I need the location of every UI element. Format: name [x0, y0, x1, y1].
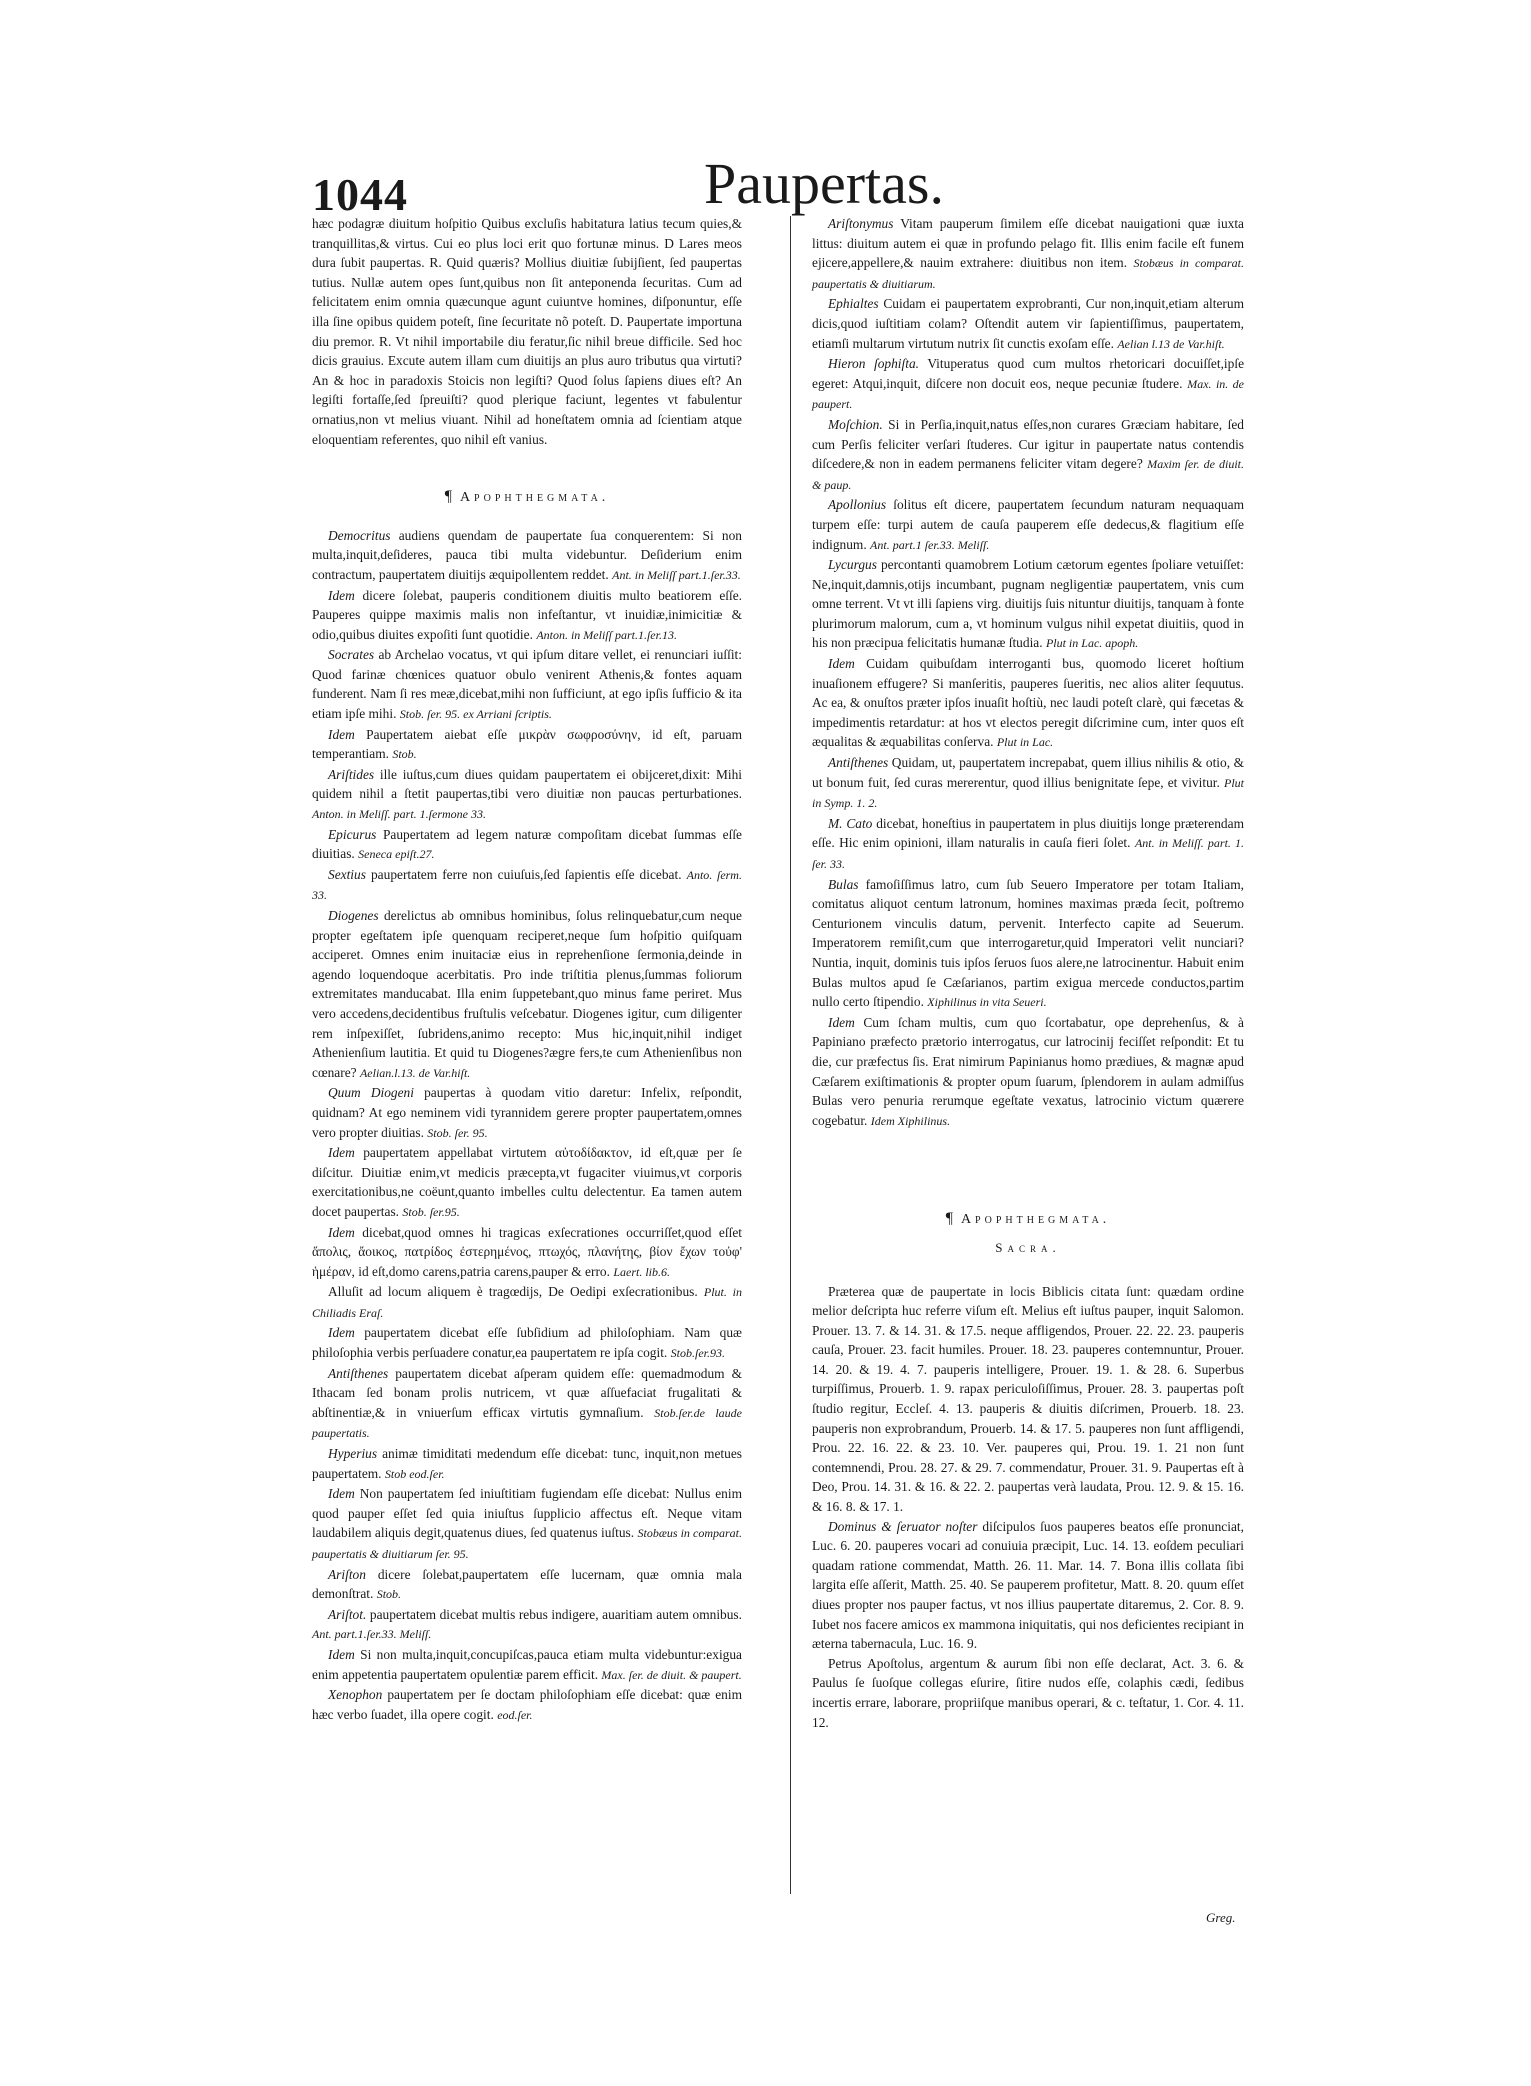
entry-paragraph	[312, 1685, 742, 1725]
source-reference: Xiphilinus in vita Seueri.	[927, 995, 1047, 1010]
entry-text: Quidam, ut, paupertatem increpabat, quem illius nihilis & otio, & ut bonum fuit, ſed curas mererentur, quod illius benignitate ſepe, et vivitur.	[812, 755, 1244, 790]
entry-text: Alluſit ad locum aliquem è tragœdijs, De Oedipi exſecrationibus.	[328, 1284, 698, 1300]
source-reference: Stob. ſer. 95.	[427, 1125, 488, 1140]
entry-text: Petrus Apoſtolus, argentum & aurum ſibi non eſſe declarat, Act. 3. 6. & Paulus ſe ſuoſque collegas eſurire, ſitire nudos eſſe, colaphis cædi, ſedibus incertis errare, laborare, propriiſque manibus operari, & c. teſtatur, 1. Cor. 4. 11. 12.	[812, 1655, 1244, 1730]
entry-paragraph	[312, 825, 742, 865]
left-column	[312, 214, 742, 1725]
source-reference: Ant. part.1.ſer.33. Meliſſ.	[312, 1627, 432, 1642]
source-reference: Stob.	[392, 747, 417, 762]
speaker-name: Idem	[828, 1014, 855, 1030]
catchword: Greg.	[1206, 1910, 1236, 1925]
intro-paragraph: hæc podagræ diuitum hoſpitio Quibus excluſis habitatura latius tecum quies,& tranquillitas,& virtus. Cui eo plus loci erit quo fortunæ minus. D Lares meos dura ſubit paupertas. R. Quid quæris? Mollius diuitiæ ſubijſient, ſed paupertas tutius. Nullæ autem opes ſunt,quibus non ſit anteponenda ſecuritas. Cum ad felicitatem enim omnia quæcunque agunt cuiuntve homines, diſponuntur, eſſe illa ſine opibus quidem poteſt, ſine ſecuritate nõ poteſt. D. Paupertate importuna diu premor. R. Vt nihil importabile diu feratur,ſic nihil breue difficile. Sed hoc dicis grauius. Excute autem illam cum diuitijs an plus auro tributus qua virtuti? An & hoc in paradoxis Stoicis non legiſti? Quod ſolus ſapiens diues eſt? An legiſti fortaſſe,ſed ſpreuiſti? quod plerique faciunt, legentes vt fabulentur ornatius,non vt melius viuant. Nihil ad honeſtatem omnia ad ſcientiam atque eloquentiam referentes, quo nihil eſt vanius.	[312, 216, 742, 447]
speaker-name: Bulas	[828, 876, 859, 892]
entry-text: Cum ſcham multis, cum quo ſcortabatur, ope deprehenſus, & à Papiniano præfecto prætorio interrogatus, cur latrocinij feciſſet reſpondit: Et tu die, cur præfectus ſis. Erat nimirum Papinianus homo prædiues, & magnæ apud Cæſarem exiſtimationis & propter opum ſuarum, ſplendorem in aulam admiſſus Bulas vero penuria rerumque egeſtate vexatus, latrocinio victum quærere cogebatur.	[812, 1014, 1244, 1128]
speaker-name: Ephialtes	[828, 296, 879, 312]
source-reference: Stob. ſer. 95. ex Arriani ſcriptis.	[399, 707, 552, 722]
speaker-name: Idem	[328, 587, 355, 603]
entry-text: famoſiſſimus latro, cum ſub Seuero Imperatore per totam Italiam, comitatus aliquot centum latronum, homines maximas præda ſecit, poſtremo Centurionem vinculis datum, pervenit. Interfecto capite ad Seuerum. Imperatorem remiſit,cum que interrogaretur,quid Imperatori velit nunciari? Nuntia, inquit, dominis tuis ipſos ſeruos ſuos alere,ne latrocinentur. Habuit enim Bulas multos apud ſe Cæſarianos, partim exigua mercede conductos,partim nullo certo ſtipendio.	[812, 876, 1244, 1010]
speaker-name: Ariſtides	[328, 766, 375, 782]
source-reference: Max. in. de paupert.	[812, 376, 1245, 412]
source-reference: Aelian l.13 de Var.hiſt.	[1117, 336, 1225, 351]
entry-text: Præterea quæ de paupertate in locis Biblicis citata ſunt: quædam ordine melior deſcripta huc referre viſum eſt. Melius eſt iuſtus pauper, inquit Salomon. Prouer. 13. 7. & 14. 31. & 17.5. neque affligendos, Prouer. 22. 22. 23. pauperis cauſa, Prouer. 23. facit humiles. Prouer. 18. 23. pauperes contemnuntur, Prouer. 14. 20. & 19. 4. 7. pauperis intelligere, Prouer. 19. 1. & 28. 6. Superbus turpiſſimus, Prouerb. 1. 9. rapax periculoſiſſimus, Prouer. 28. 3. paupertas poſt ſtudio regitur, Eccleſ. 4. 13. pauperis & diuitis diſcrimen, Prouerb. 18. 23. pauperis non exprobrandum, Prouerb. 14. & 17. 5. pauperes non ſunt affligendi, Prou. 22. 16. 22. & 23. 10. Ver. pauperes qui, Prou. 19. 1. 21 non ſunt contemnendi, Prou. 28. 27. & 29. 7. commendatur, Prouer. 31. 9. Paupertas eſt à Deo, Prou. 14. 31. & 16. & 22. 2. paupertas verà laudata, Prou. 12. 9. & 15. 16. & 16. 8. & 17. 1.	[812, 1283, 1244, 1515]
entry-paragraph	[812, 495, 1244, 555]
speaker-name: Idem	[328, 1646, 355, 1662]
entry-text: paupertatem ferre non cuiuſuis,ſed ſapientis eſſe dicebat.	[370, 866, 682, 882]
source-reference: Stob.ſer.93.	[670, 1346, 725, 1361]
entry-list	[312, 526, 742, 1726]
column-rule	[790, 216, 791, 1894]
source-reference: Anto. ſerm. 33.	[312, 867, 742, 903]
entry-paragraph	[812, 1013, 1244, 1132]
speaker-name: Ariſton	[328, 1566, 366, 1582]
speaker-name: M. Cato	[828, 815, 873, 831]
entry-paragraph	[812, 875, 1244, 1013]
entry-text: paupertatem per ſe doctam philoſophiam eſſe dicebat: quæ enim hæc verbo ſuadet, illa opere cogit.	[312, 1687, 742, 1722]
source-reference: Stob.	[376, 1587, 402, 1602]
entry-text: ſolitus eſt dicere, paupertatem ſecundum naturam nequaquam turpem eſſe: turpi autem de cauſa pauperem eſſe dedecus,& flagitium eſſe indignum.	[812, 497, 1244, 552]
entry-text: percontanti quamobrem Lotium cætorum egentes ſpoliare vetuiſſet: Ne,inquit,damnis,otijs incumbant, pugnam negligentiæ paupertatem, vnis cum omne terrent. Vt vt illi ſapiens virg. diuitijs ſuis nituntur diuitijs, tanquam à fonte plurimorum malorum, cum a, vt hominum vulgus nihil expetat diuitiis, quod in his non præcipua felicitatis humanæ ſtudia.	[812, 557, 1244, 651]
speaker-name: Lycurgus	[828, 557, 877, 573]
entry-text: Paupertatem ad legem naturæ compoſitam dicebat ſummas eſſe diuitias.	[312, 826, 742, 862]
source-reference: Ant. in Meliſſ. part. 1. ſer. 33.	[812, 836, 1244, 871]
source-reference: Anton. in Meliſſ part.1.ſer.13.	[536, 627, 677, 642]
entry-text: animæ timiditati medendum eſſe dicebat: tunc, inquit,non metues paupertatem.	[312, 1446, 742, 1481]
entry-paragraph	[812, 1517, 1244, 1654]
speaker-name: Diogenes	[328, 908, 379, 923]
entry-paragraph	[312, 1565, 742, 1605]
entry-text: derelictus ab omnibus hominibus, ſolus relinquebatur,cum neque propter egeſtatem ipſe quenquam reciperet,neque ſum hoſpitio quiſquam acciperet. Omnes enim inuitaciæ eius in reprehenſione ſermonia,deinde in agendo loquendoque acerbitatis. Pro inde triſtitia plenus,ſummas foliorum extremitates manducabat. Illa enim ſuppetebant,quo minus fame periret. Mus vero accedens,decidentibus fruſtulis veſcebatur. Diogenes igitur, cum diligenter rem inſpexiſſet, ſubridens,animo recepto: Mus hic,inquit,nihil indiget Athenienſium lautitia. Et quid tu Diogenes?ægre fers,te cum Athenienſibus non cœnare?	[312, 908, 742, 1080]
source-reference: Plut. in Chiliadis Eraſ.	[312, 1285, 742, 1320]
source-reference: Stob eod.ſer.	[384, 1466, 445, 1481]
entry-text: paupertas à quodam vitio daretur: Infelix, reſpondit, quidnam? At ego neminem vidi tyrannidem gerere propter paupertatem,omnes vero propter diuitias.	[312, 1085, 742, 1140]
entry-paragraph	[312, 725, 742, 765]
source-reference: eod.ſer.	[497, 1707, 533, 1722]
speaker-name: Socrates	[328, 647, 375, 663]
sacra-heading: ¶ Apophthegmata.	[945, 1210, 1111, 1228]
entry-list	[812, 214, 1244, 1131]
entry-text: Cuidam ei paupertatem exprobranti, Cur non,inquit,etiam alterum dicis,quod iuſtitiam colam? Oſtendit autem vir ſapientiſſimus, paupertatem, etiamſi multarum virtutum nutrix ſit cunctis exoſam eſſe.	[812, 296, 1244, 351]
entry-paragraph	[812, 214, 1244, 294]
entry-text: paupertatem dicebat aſperam quidem eſſe: quemadmodum & Ithacam ſed bonam prolis nutricem, vt quæ aſſuefaciat frugalitati & abſtinentiæ,& in vniuerſum efficax virtutis gymnaſium.	[312, 1365, 742, 1420]
source-reference: Stob.ſer.de laude paupertatis.	[312, 1405, 742, 1441]
speaker-name: Idem	[328, 1145, 355, 1161]
speaker-name: Idem	[328, 726, 355, 742]
entry-text: ab Archelao vocatus, vt qui ipſum ditare vellet, ei renunciari iuſſit: Quod farinæ chœnices quatuor obulo venirent Athenis,& fontes aquam funderent. Nam ſi res meæ,dicebat,mihi non ſufficiunt, at ego ipſis ſufficio & ita etiam ipſe mihi.	[312, 647, 742, 722]
source-reference: Laert. lib.6.	[613, 1264, 670, 1279]
entry-text: Vitam pauperum ſimilem eſſe dicebat nauigationi quæ iuxta littus: diuitum autem ei quæ in profundo pelago fit. Illis enim facile eſt funem ejicere,appellere,& nauim extrahere: diuitibus non item.	[812, 216, 1244, 271]
speaker-name: Antiſthenes	[328, 1365, 389, 1381]
entry-paragraph	[312, 1364, 742, 1444]
section-heading: ¶ Apophthegmata.	[444, 488, 610, 506]
entry-paragraph	[312, 645, 742, 724]
entry-paragraph	[312, 526, 742, 586]
speaker-name: Apollonius	[828, 497, 887, 513]
entry-paragraph	[312, 765, 742, 825]
entry-text: Si in Perſia,inquit,natus eſſes,non curares Græciam habitare, ſed cum Perſis feliciter verſari ſtuderes. Cur igitur in paupertate natus contendis diſcedere,& non in eadem permanens feliciter vitam degere?	[812, 416, 1244, 472]
entry-paragraph	[312, 1282, 742, 1323]
entry-paragraph	[312, 1645, 742, 1685]
entry-text: audiens quendam de paupertate ſua conquerentem: Si non multa,inquit,deſideres, pauca tibi multa videbuntur. Deſiderium enim contractum, paupertatem diuitijs æquipollentem reddet.	[312, 527, 742, 582]
speaker-name: Antiſthenes	[828, 755, 889, 771]
entry-paragraph	[312, 586, 742, 646]
source-reference: Plut in Symp. 1. 2.	[812, 775, 1244, 811]
source-reference: Plut in Lac.	[996, 735, 1054, 750]
source-reference: Stobæus in comparat. paupertatis & diuitiarum.	[812, 256, 1245, 291]
source-reference: Anton. in Meliſſ. part. 1.ſermone 33.	[312, 807, 486, 822]
source-reference: Stob. ſer.95.	[402, 1204, 460, 1219]
entry-text: diſcipulos ſuos pauperes beatos eſſe pronunciat, Luc. 6. 20. pauperes vocari ad conuiuia præcipit, Luc. 14. 13. eoſdem peculiari quadam ratione commendat, Matth. 26. 11. Mar. 14. 7. Bona illis collata ſibi largita eſſe aſſerit, Matth. 25. 40. Se pauperem profitetur, Matt. 8. 20. quum eſſet diues propter nos pauper factus, vt nos illius paupertate ditaremus, 2. Cor. 8. 9. Iubet nos facere amicos ex mammona iniquitatis, qui nos deficientes recipiant in æterna tabernacula, Luc. 16. 9.	[812, 1518, 1244, 1652]
entry-text: Si non multa,inquit,concupiſcas,pauca etiam multa videbuntur:exigua enim appetentia paupertatem opulentiæ parem efficit.	[312, 1646, 742, 1682]
right-column	[812, 214, 1244, 1732]
running-title: Paupertas.	[704, 151, 944, 216]
entry-paragraph	[812, 294, 1244, 354]
speaker-name: Hieron ſophiſta.	[828, 356, 919, 372]
entry-text: paupertatem dicebat multis rebus indigere, auaritiam autem omnibus.	[369, 1606, 742, 1622]
entry-text: dicere ſolebat,paupertatem eſſe lucernam, quæ omnia mala demonſtrat.	[312, 1566, 742, 1602]
speaker-name: Idem	[328, 1486, 355, 1502]
entry-paragraph	[812, 415, 1244, 495]
entry-paragraph	[312, 1444, 742, 1484]
source-reference: Idem Xiphilinus.	[870, 1113, 951, 1128]
speaker-name: Xenophon	[328, 1687, 383, 1703]
entry-paragraph	[812, 654, 1244, 753]
speaker-name: Sextius	[328, 866, 366, 882]
source-reference: Ant. in Meliſſ part.1.ſer.33.	[612, 567, 741, 582]
entry-paragraph	[312, 906, 742, 1083]
source-reference: Stobæus in comparat. paupertatis & diuitiarum ſer. 95.	[312, 1526, 742, 1561]
speaker-name: Ariſtonymus	[828, 216, 894, 231]
entry-text: paupertatem dicebat eſſe ſubſidium ad philoſophiam. Nam quæ philoſophia verbis perſuadere conatur,ea paupertatem re ipſa cogit.	[312, 1325, 742, 1361]
entry-paragraph	[312, 1223, 742, 1283]
speaker-name: Moſchion.	[828, 416, 883, 432]
speaker-name: Dominus & ſeruator noſter	[828, 1518, 978, 1534]
source-reference: Plut in Lac. apoph.	[1045, 636, 1139, 651]
entry-text: Paupertatem aiebat eſſe μικρὰν σωφροσύνην, id eſt, paruam temperantiam.	[312, 726, 742, 762]
speaker-name: Quum Diogeni	[328, 1085, 414, 1101]
source-reference: Aelian.l.13. de Var.hiſt.	[359, 1065, 471, 1080]
entry-paragraph	[312, 1083, 742, 1143]
speaker-name: Idem	[328, 1325, 355, 1341]
entry-paragraph	[312, 1484, 742, 1564]
speaker-name: Ariſtot.	[328, 1606, 367, 1622]
entry-paragraph	[312, 1143, 742, 1222]
entry-text: dicebat,quod omnes hi tragicas exſecrationes occurriſſet,quod eſſet ἄπολις, ἄοικος, πατρίδος ἐστερημένος, πτωχός, πλανήτης, βίον ἔχων τοὐφ' ἡμέραν, id eſt,domo carens,patria carens,pauper & erro.	[312, 1224, 742, 1279]
source-reference: Ant. part.1 ſer.33. Meliſſ.	[870, 537, 990, 552]
speaker-name: Idem	[828, 656, 855, 672]
entry-text: paupertatem appellabat virtutem αὐτοδίδακτον, id eſt,quæ per ſe diſcitur. Diuitiæ enim,vt medicis præcepta,vt fugaciter viuimus,vt corporis exercitationibus,ne coëunt,quanto imbelles cultu delectentur. Ea tamen autem docet paupertas.	[312, 1145, 742, 1219]
entry-paragraph	[312, 865, 742, 906]
entry-paragraph	[812, 814, 1244, 875]
entry-text: Vituperatus quod cum multos rhetoricari docuiſſet,ipſe egeret: Atqui,inquit, diſcere non docuit eos, neque pecuniæ ſtudere.	[812, 356, 1245, 391]
speaker-name: Idem	[328, 1224, 355, 1240]
entry-text: ille iuſtus,cum diues quidam paupertatem ei obijceret,dixit: Mihi quidem nihil a ſtetit paupertas,tibi vero diuitiæ non paucas perturbationes.	[312, 766, 742, 802]
entry-paragraph	[812, 354, 1244, 415]
source-reference: Seneca epiſt.27.	[358, 847, 435, 862]
pilcrow-icon: ¶	[444, 488, 452, 506]
entry-text: Cuidam quibuſdam interroganti bus, quomodo liceret hoſtium inuaſionem effugere? Si manſeritis, pauperes ſueritis, nec alios aliter ſequutus. Ac ea, & onuſtos præter ipſos inuaſit hoſtiù, nec laudi poteſt clarè, qui fæcetas & impedimentis retardatur: at hos vt electos peregit diſcrimine cum, inter quos eſt æqualitas & æquabilitas conſerva.	[812, 656, 1244, 750]
entry-text: dicebat, honeſtius in paupertatem in plus diuitijs longe præterendam eſſe. Hic enim opinioni, illam naturalis in cauſa fieri ſolet.	[812, 815, 1244, 851]
speaker-name: Epicurus	[328, 826, 377, 842]
entry-text: Non paupertatem ſed iniuſtitiam fugiendam eſſe dicebat: Nullus enim quod pauper eſſet ſed quia iniuſtus ſupplicio affectus eſt. Neque vitam laudabilem aliquis degit,quatenus diues, ſed quatenus iuſtus.	[312, 1486, 742, 1541]
entry-paragraph	[312, 1323, 742, 1363]
speaker-name: Hyperius	[328, 1446, 378, 1462]
speaker-name: Democritus	[328, 527, 391, 543]
entry-paragraph	[812, 1282, 1244, 1517]
entry-list	[812, 1282, 1244, 1733]
source-reference: Maxim ſer. de diuit. & paup.	[812, 457, 1244, 492]
entry-paragraph	[312, 1605, 742, 1645]
entry-text: dicere ſolebat, pauperis conditionem diuitis multo beatiorem eſſe. Pauperes quippe maximis malis non infeſtantur, vt inuidiæ,inimicitiæ & odio,quibus diuites expoſiti ſunt quotidie.	[312, 587, 742, 642]
pilcrow-icon: ¶	[945, 1210, 953, 1228]
entry-paragraph	[812, 1654, 1244, 1732]
entry-paragraph	[812, 753, 1244, 814]
sacra-subheading: Sacra.	[995, 1239, 1061, 1255]
page-number: 1044	[312, 169, 408, 220]
source-reference: Max. ſer. de diuit. & paupert.	[601, 1667, 742, 1682]
entry-paragraph	[812, 555, 1244, 654]
